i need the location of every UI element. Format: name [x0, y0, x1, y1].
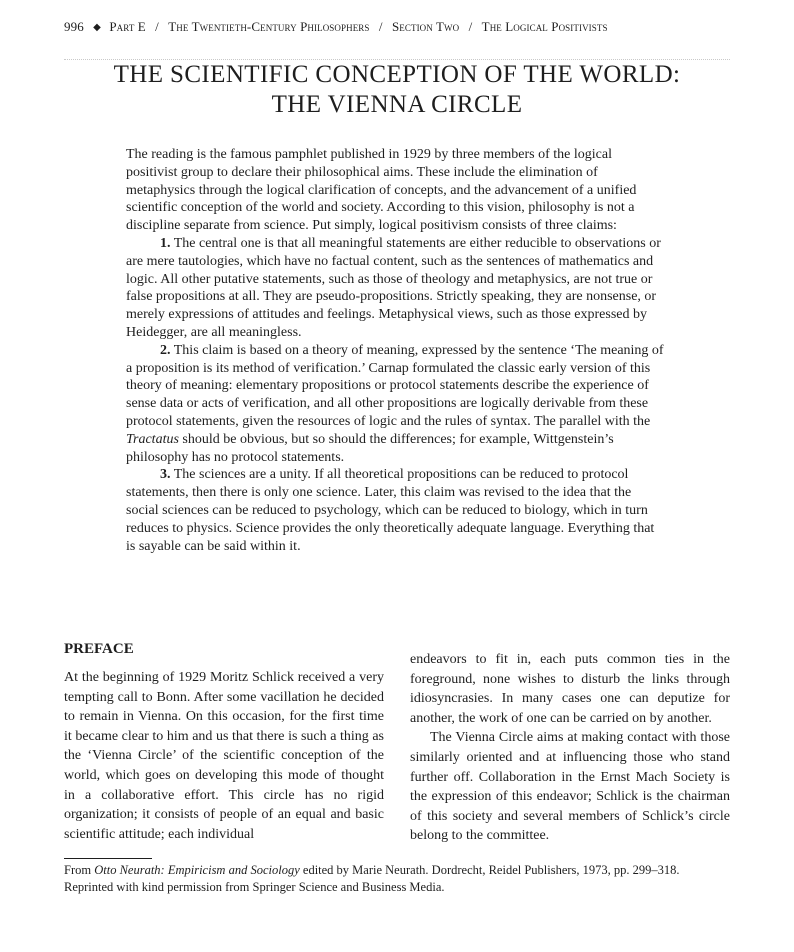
- header-section: Section Two: [391, 19, 460, 34]
- claim-2-text-after: should be obvious, but so should the differences; for example, Wittgenstein’s philosophy has no protocol statements.: [126, 431, 614, 465]
- claim-1-text: The central one is that all meaningful statements are either reducible to observations or are mere tautologies, which have no factual content, such as the sentences of mathematics and logic. All other putative statements, such as those of theology and metaphysics, are not true or false propositions at all. They are pseudo-propositions. Strictly speaking, they are nonsense, or merely expressions of attitudes and feelings. Metaphysical views, such as those expressed by Heidegger, are all meaningless.: [126, 235, 661, 340]
- preface-heading: PREFACE: [64, 641, 134, 657]
- claim-3: [126, 466, 666, 555]
- claim-3-text: The sciences are a unity. If all theoretical propositions can be reduced to protocol statements, then there is only one science. Later, this claim was revised to the idea that the social sciences can be reduced to psychology, which can be reduced to biology, which in turn reduces to physics. Science provides the only theoretically adequate language. Everything that is sayable can be said within it.: [126, 467, 655, 554]
- footnote-from: From: [64, 863, 92, 877]
- claim-3-number: 3.: [160, 467, 171, 483]
- footnote-source-line: [64, 862, 754, 879]
- diamond-bullet-icon: ◆: [93, 22, 101, 33]
- claim-2-text-before: This claim is based on a theory of meaning, expressed by the sentence ‘The meaning of a proposition is its method of verification.’ Carnap formulated the classic early version of this theory of meaning: elementary propositions or protocol statements describe the experience of sense data or acts of verification, and all other propositions are logically derivable from these protocol statements, given the resources of logic and the rules of syntax. The parallel with the: [126, 342, 664, 429]
- claim-2-italic-title: Tractatus: [126, 431, 179, 447]
- title-line-1: THE SCIENTIFIC CONCEPTION OF THE WORLD:: [113, 61, 681, 88]
- header-chapter: The Logical Positivists: [481, 19, 608, 34]
- header-separator: /: [155, 19, 159, 34]
- header-part: Part E: [109, 19, 146, 34]
- article-title: [64, 60, 730, 120]
- title-line-2: THE VIENNA CIRCLE: [271, 91, 523, 118]
- header-separator: /: [378, 19, 383, 34]
- footnote-source-title: Otto Neurath: Empiricism and Sociology: [94, 863, 300, 877]
- claim-1: [126, 235, 666, 342]
- source-footnote: [64, 862, 754, 896]
- header-book: The Twentieth-Century Philosophers: [168, 19, 370, 34]
- footnote-permission: Reprinted with kind permission from Springer Science and Business Media.: [64, 880, 445, 894]
- preface-right-continued: endeavors to fit in, each puts common ties in the foreground, none wishes to disturb the links through idiosyncrasies. In many cases one can deputize for another, the work of one can be carried on by another.: [410, 652, 730, 726]
- running-header: [64, 18, 754, 38]
- preface-right-column: [410, 650, 730, 846]
- preface-right-paragraph: The Vienna Circle aims at making contact with those similarly oriented and at influencing those who stand further off. Collaboration in the Ernst Mach Society is the expression of this endeavor; Schlick is the chairman of this society and several members of Schlick’s circle belong to the committee.: [410, 730, 730, 844]
- claim-2: [126, 342, 666, 467]
- intro-paragraph: The reading is the famous pamphlet published in 1929 by three members of the logical positivist group to declare their philosophical aims. These include the elimination of metaphysics through the logical clarification of concepts, and the advancement of a unified scientific conception of the world and society. According to this vision, philosophy is not a discipline separate from science. Put simply, logical positivism consists of three claims:: [126, 147, 637, 234]
- page-number: 996: [64, 19, 84, 34]
- claim-2-number: 2.: [160, 342, 171, 358]
- footnote-source-rest: edited by Marie Neurath. Dordrecht, Reidel Publishers, 1973, pp. 299–318.: [302, 863, 680, 877]
- editor-introduction: [126, 146, 666, 555]
- claim-1-number: 1.: [160, 235, 171, 251]
- preface-left-column: [64, 640, 384, 844]
- header-separator: /: [468, 19, 473, 34]
- footnote-divider: [64, 858, 152, 859]
- preface-left-text: At the beginning of 1929 Moritz Schlick received a very tempting call to Bonn. After some vacillation he decided to remain in Vienna. On this occasion, for the first time it became clear to him and us that there is such a thing as the ‘Vienna Circle’ of the scientific conception of the world, which goes on developing this mode of thought in a collaborative effort. This circle has no rigid organization; it consists of people of an equal and basic scientific attitude; each individual: [64, 670, 384, 842]
